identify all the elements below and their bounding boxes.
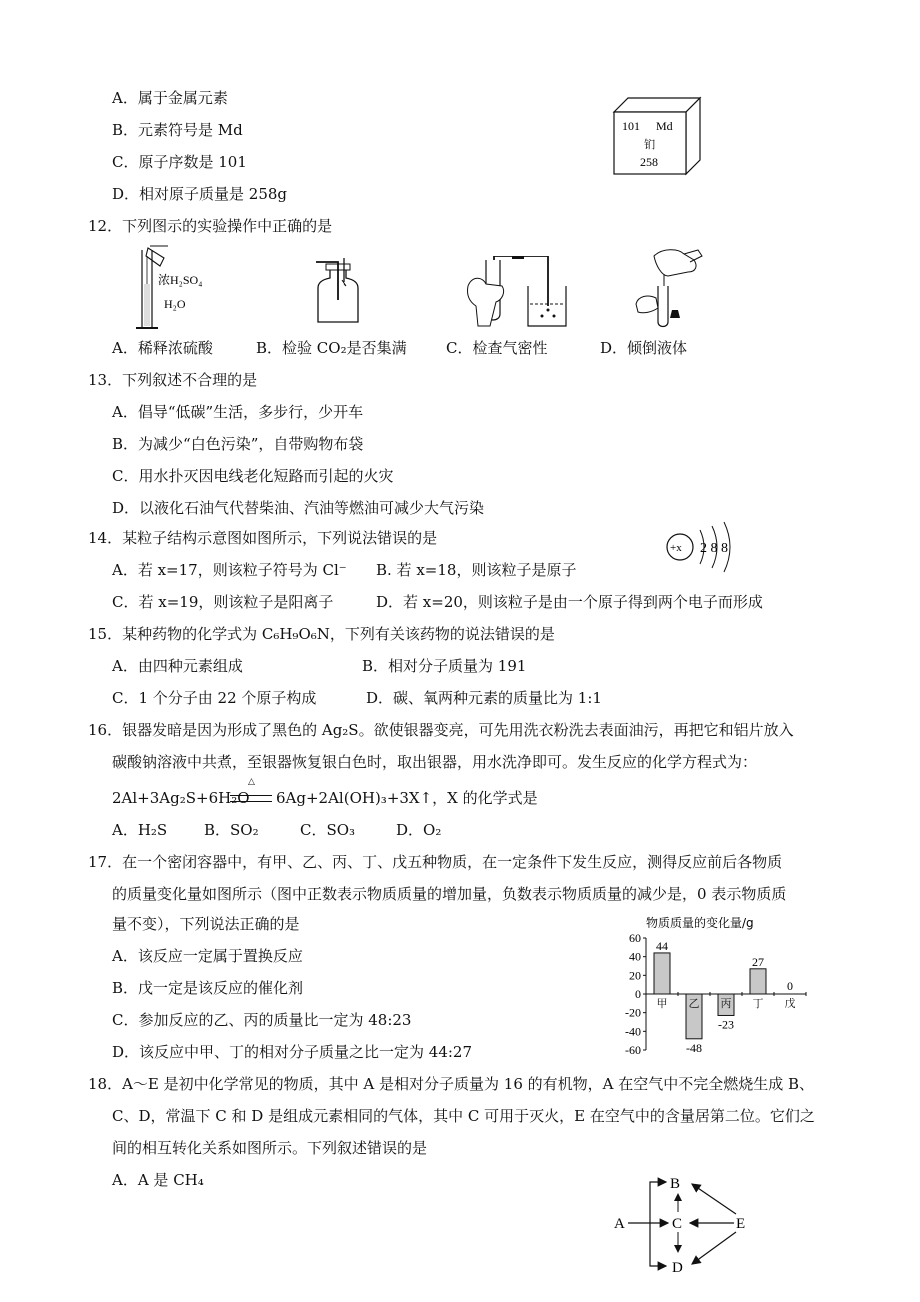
q11-option-a: A．属于金属元素 <box>112 89 228 107</box>
element-card <box>612 96 704 178</box>
q15-option-c: C．1 个分子由 22 个原子构成 <box>112 689 317 707</box>
data-label: -48 <box>686 1040 702 1055</box>
data-label: 27 <box>752 954 764 969</box>
category-label: 丙 <box>720 997 732 1010</box>
nucleus-label: +x <box>670 542 682 554</box>
category-label: 丁 <box>752 997 764 1010</box>
node-c: C <box>672 1216 683 1232</box>
category-label: 乙 <box>688 997 700 1010</box>
q15-option-d: D．碳、氧两种元素的质量比为 1:1 <box>366 689 602 707</box>
element-number: 101 <box>622 119 640 133</box>
arrow-e-d <box>692 1232 736 1264</box>
y-tick-label: -40 <box>625 1024 641 1039</box>
q14-option-d: D．若 x=20，则该粒子是由一个原子得到两个电子而形成 <box>376 593 763 611</box>
q12-option-d: D．倾倒液体 <box>600 339 688 357</box>
q17-line-2: 的质量变化量如图所示（图中正数表示物质质量的增加量，负数表示物质质量的减少是，0 表示物质质 <box>112 885 787 903</box>
data-label: 44 <box>656 938 668 953</box>
gas-bottle-figure <box>312 256 364 326</box>
q14-option-b: B. 若 x=18，则该粒子是原子 <box>376 561 577 579</box>
bar-丁 <box>750 969 766 994</box>
q16-option-c: C．SO₃ <box>300 821 356 839</box>
q16-equation-left: 2Al+3Ag₂S+6H₂O <box>112 789 250 807</box>
element-symbol: Md <box>656 119 673 133</box>
q16-equation-condition: △ <box>248 777 255 787</box>
q18-line-3: 间的相互转化关系如图所示。下列叙述错误的是 <box>112 1139 428 1157</box>
q16-option-a: A．H₂S <box>112 821 168 839</box>
y-tick-label: 0 <box>635 987 641 1001</box>
q12-stem: 12．下列图示的实验操作中正确的是 <box>88 217 333 235</box>
chart-title: 物质质量的变化量/g <box>646 916 754 930</box>
dilute-acid-figure <box>128 244 238 330</box>
category-label: 甲 <box>656 997 668 1010</box>
arrow-e-b <box>692 1184 736 1214</box>
node-a: A <box>614 1216 625 1232</box>
q12-option-c: C．检查气密性 <box>446 339 548 357</box>
node-b: B <box>670 1176 681 1192</box>
y-tick-label: 60 <box>629 931 641 945</box>
q18-line-1: 18．A～E 是初中化学常见的物质，其中 A 是相对分子质量为 16 的有机物，A 在空气中不完全燃烧生成 B、 <box>88 1075 815 1093</box>
airtight-check-figure <box>462 256 574 332</box>
q13-option-a: A．倡导“低碳”生活，多步行，少开车 <box>112 403 364 421</box>
conversion-diagram <box>606 1168 766 1284</box>
particle-structure-diagram <box>664 520 744 580</box>
q15-option-a: A．由四种元素组成 <box>112 657 243 675</box>
acid-label: 浓H₂SO₄ <box>158 273 203 287</box>
q16-equation-right: 6Ag+2Al(OH)₃+3X↑，X 的化学式是 <box>276 789 538 807</box>
data-label: -23 <box>718 1017 734 1032</box>
q16-line-1: 16．银器发暗是因为形成了黑色的 Ag₂S。欲使银器变亮，可先用洗衣粉洗去表面油污，再把它和铝片放入 <box>88 721 794 739</box>
node-e: E <box>736 1216 746 1232</box>
q15-stem: 15．某种药物的化学式为 C₆H₉O₆N，下列有关该药物的说法错误的是 <box>88 625 555 643</box>
q12-option-a: A．稀释浓硫酸 <box>112 339 213 357</box>
bar-甲 <box>654 953 670 994</box>
y-tick-label: -20 <box>625 1005 641 1020</box>
q12-option-b: B．检验 CO₂是否集满 <box>256 339 407 357</box>
node-d: D <box>672 1260 683 1276</box>
q18-line-2: C、D，常温下 C 和 D 是组成元素相同的气体，其中 C 可用于灭火，E 在空气中的含量居第二位。它们之 <box>112 1107 815 1125</box>
mass-change-bar-chart <box>610 910 810 1056</box>
q13-option-c: C．用水扑灭因电线老化短路而引起的火灾 <box>112 467 394 485</box>
arrow-a-b <box>650 1182 666 1223</box>
q17-option-c: C．参加反应的乙、丙的质量比一定为 48:23 <box>112 1011 412 1029</box>
q11-option-d: D．相对原子质量是 258g <box>112 185 288 203</box>
q11-option-b: B．元素符号是 Md <box>112 121 243 139</box>
q17-option-a: A．该反应一定属于置换反应 <box>112 947 303 965</box>
y-tick-label: 40 <box>629 949 641 964</box>
q16-option-b: B．SO₂ <box>204 821 259 839</box>
q16-equation-sign <box>230 795 272 802</box>
element-mass: 258 <box>640 155 658 169</box>
q14-option-c: C．若 x=19，则该粒子是阳离子 <box>112 593 334 611</box>
q14-stem: 14．某粒子结构示意图如图所示，下列说法错误的是 <box>88 529 438 547</box>
y-tick-label: -60 <box>625 1043 641 1056</box>
q13-option-b: B．为减少“白色污染”，自带购物布袋 <box>112 435 364 453</box>
q16-line-2: 碳酸钠溶液中共煮，至银器恢复银白色时，取出银器，用水洗净即可。发生反应的化学方程式为： <box>112 753 758 771</box>
shell-electrons: 2 8 8 <box>700 541 728 556</box>
q11-option-c: C．原子序数是 101 <box>112 153 247 171</box>
q17-option-b: B．戊一定是该反应的催化剂 <box>112 979 304 997</box>
q13-stem: 13．下列叙述不合理的是 <box>88 371 258 389</box>
category-label: 戊 <box>784 997 796 1010</box>
y-tick-label: 20 <box>629 968 641 983</box>
q13-option-d: D．以液化石油气代替柴油、汽油等燃油可减少大气污染 <box>112 499 485 517</box>
pouring-liquid-figure <box>628 246 706 330</box>
element-name: 钔 <box>644 138 655 151</box>
q16-option-d: D．O₂ <box>396 821 442 839</box>
water-label: H₂O <box>164 297 186 311</box>
q17-option-d: D．该反应中甲、丁的相对分子质量之比一定为 44:27 <box>112 1043 473 1061</box>
q14-option-a: A．若 x=17，则该粒子符号为 Cl⁻ <box>112 561 347 579</box>
data-label: 0 <box>787 979 793 993</box>
arrow-a-d <box>650 1223 666 1266</box>
q15-option-b: B．相对分子质量为 191 <box>362 657 527 675</box>
q17-line-1: 17．在一个密闭容器中，有甲、乙、丙、丁、戊五种物质，在一定条件下发生反应，测得反应前后各物质 <box>88 853 783 871</box>
q18-option-a: A．A 是 CH₄ <box>112 1171 204 1189</box>
q17-line-3: 量不变），下列说法正确的是 <box>112 915 300 933</box>
